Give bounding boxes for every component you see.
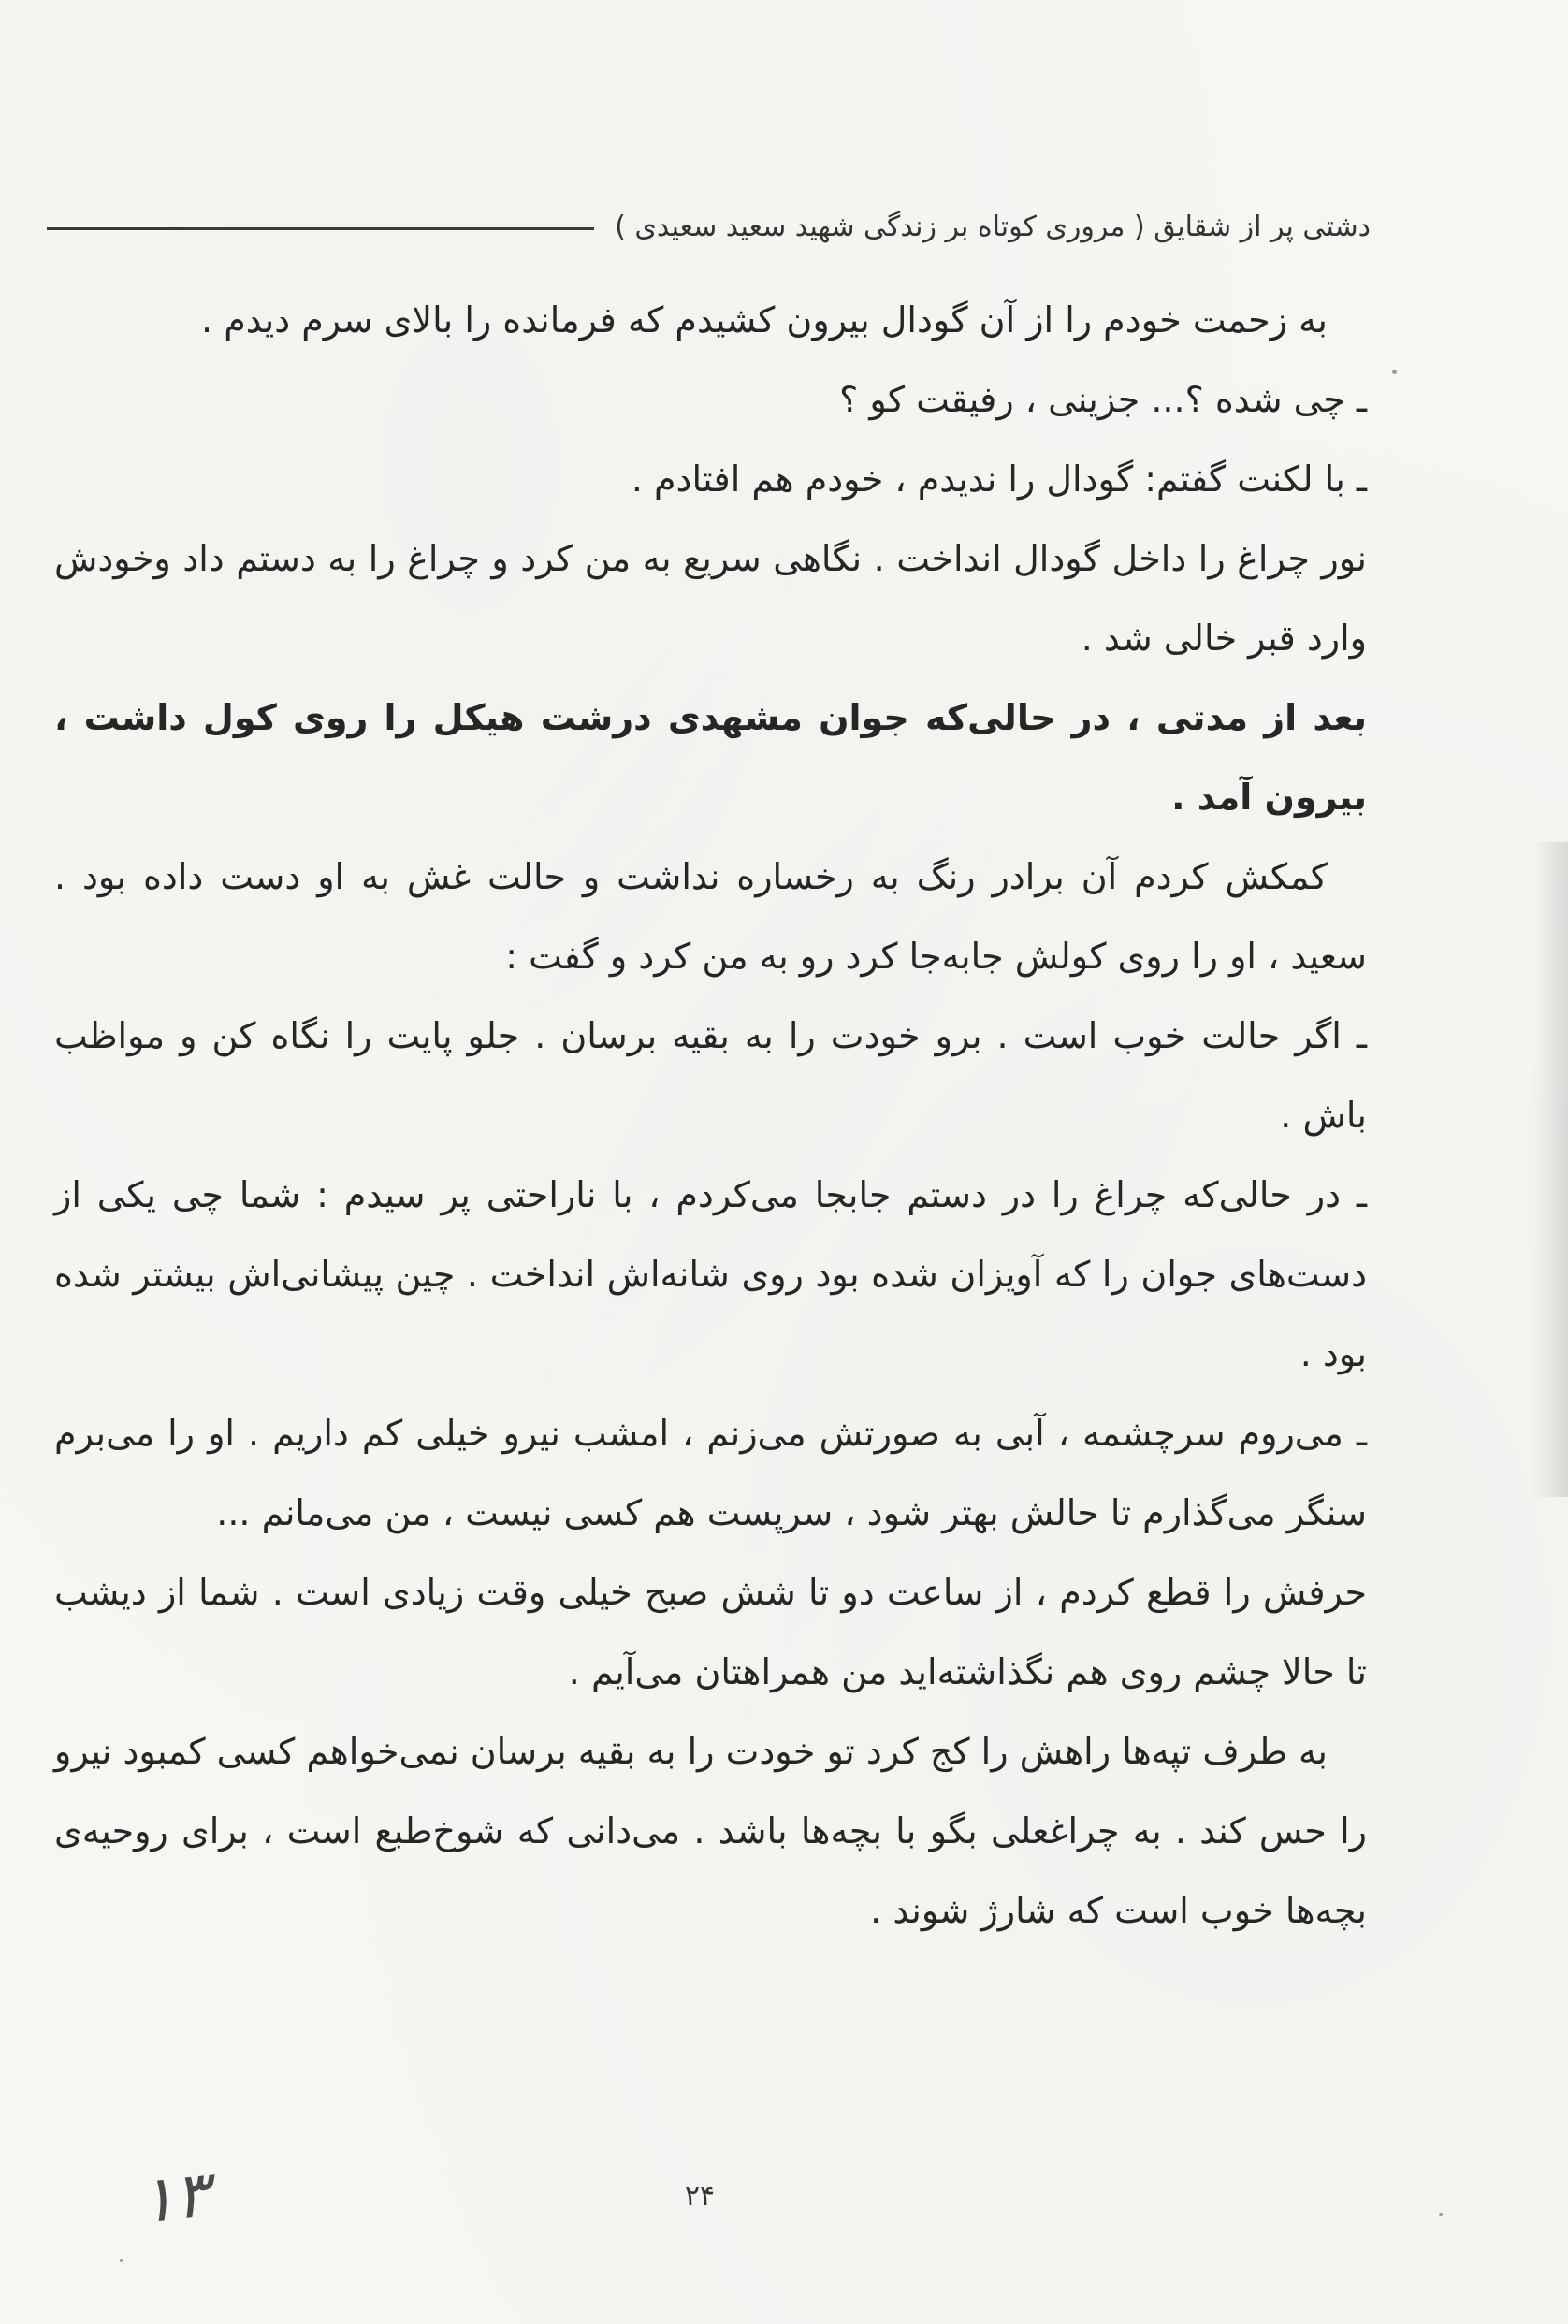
paragraph: ـ اگر حالت خوب است . برو خودت را به بقیه برسان . جلو پایت را نگاه کن و مواظب باش .: [54, 1015, 1367, 1136]
header-rule: [47, 227, 594, 230]
running-header: [47, 198, 1371, 254]
body-text: [54, 281, 1367, 1951]
paragraph: بعد از مدتی ، در حالی‌که جوان مشهدی درشت هیکل را روی کول داشت ، بیرون آمد .: [54, 697, 1367, 818]
paragraph: نور چراغ را داخل گودال انداخت . نگاهی سریع به من کرد و چراغ را به دستم داد وخودش وارد قبر خالی شد .: [54, 538, 1367, 659]
paragraph: ـ چی شده ؟... جزینی ، رفیقت کو ؟: [839, 379, 1367, 420]
paragraph: به زحمت خودم را از آن گودال بیرون کشیدم که فرمانده را بالای سرم دیدم .: [201, 299, 1328, 341]
paragraph: ـ در حالی‌که چراغ را در دستم جابجا می‌کردم ، با ناراحتی پر سیدم : شما چی یکی از دست‌های جوان را که آویزان شده بود روی شانه‌اش انداخت . چین پیشانی‌اش بیشتر شده بود .: [54, 1174, 1367, 1374]
handwritten-page-number: ۱۳: [137, 2157, 212, 2239]
scan-edge-shadow: [1532, 842, 1568, 1497]
paragraph: به طرف تپه‌ها راهش را کج کرد تو خودت را به بقیه برسان نمی‌خواهم کسی کمبود نیرو را حس کند . به چراغعلی بگو با بچه‌ها باشد . می‌دانی که شوخ‌طبع است ، برای روحیه‌ی بچه‌ها خوب است که شارژ شوند .: [54, 1731, 1367, 1931]
header-title: دشتی پر از شقایق ( مروری کوتاه بر زندگی شهید سعید سعیدی ): [615, 210, 1371, 243]
scan-speck: [1439, 2213, 1443, 2216]
paragraph: ـ با لکنت گفتم: گودال را ندیدم ، خودم هم افتادم .: [631, 458, 1367, 500]
scan-speck: [1392, 370, 1397, 374]
page-number: ۲۴: [684, 2180, 716, 2213]
paragraph: کمکش کردم آن برادر رنگ به رخساره نداشت و حالت غش به او دست داده بود . سعید ، او را روی کولش جابه‌جا کرد رو به من کرد و گفت :: [54, 856, 1367, 977]
scan-speck: [120, 2259, 123, 2262]
paragraph: حرفش را قطع کردم ، از ساعت دو تا شش صبح خیلی وقت زیادی است . شما از دیشب تا حالا چشم روی هم نگذاشته‌اید من همراهتان می‌آیم .: [54, 1572, 1367, 1692]
paragraph: ـ می‌روم سرچشمه ، آبی به صورتش می‌زنم ، امشب نیرو خیلی کم داریم . او را می‌برم سنگر می‌گذارم تا حالش بهتر شود ، سرپست هم کسی نیست ، من می‌مانم ...: [54, 1413, 1367, 1533]
